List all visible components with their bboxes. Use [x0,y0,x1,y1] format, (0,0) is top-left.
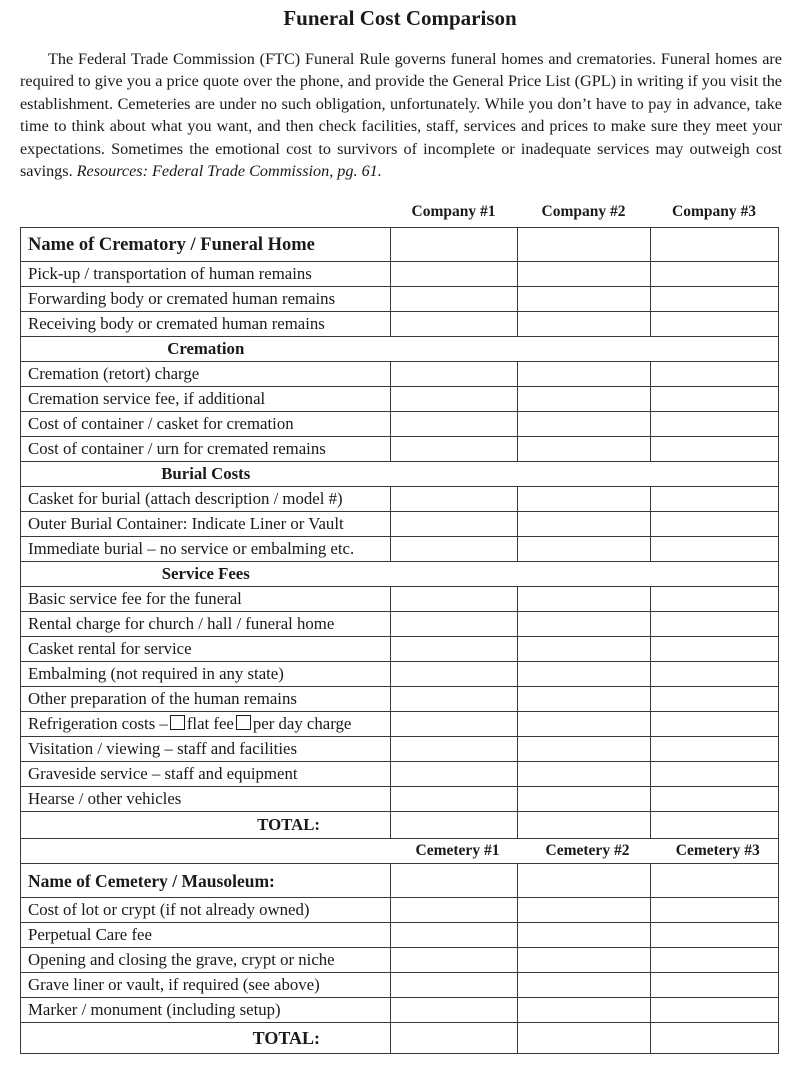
intro-paragraph [20,48,782,182]
cemetery-1-column-header: Cemetery #1 [391,839,518,864]
per-day-label: per day charge [252,714,352,733]
table-row [21,637,779,662]
company-1-cell[interactable] [391,637,518,662]
row-label: Cost of lot or crypt (if not already owned) [21,898,391,923]
cemetery-2-cell[interactable] [518,898,651,923]
row-label: Cremation service fee, if additional [21,387,391,412]
section-spacer [518,462,651,487]
cemetery-2-cell[interactable] [518,973,651,998]
company-2-cell[interactable] [518,687,651,712]
section-spacer [391,337,518,362]
table-row [21,512,779,537]
company-3-name-cell[interactable] [651,228,779,262]
company-2-cell[interactable] [518,262,651,287]
company-1-cell[interactable] [391,512,518,537]
section-spacer [651,462,779,487]
cremation-section-heading: Cremation [21,337,391,362]
company-3-cell[interactable] [651,687,779,712]
refrigeration-row [21,712,779,737]
section-spacer [391,562,518,587]
cost-comparison-table [20,227,779,1054]
page-title: Funeral Cost Comparison [283,6,517,30]
service-section-row [21,562,779,587]
company-1-cell[interactable] [391,437,518,462]
company-2-cell[interactable] [518,362,651,387]
cemetery-1-cell[interactable] [391,998,518,1023]
burial-section-row [21,462,779,487]
cemetery-1-cell[interactable] [391,948,518,973]
cemetery-2-cell[interactable] [518,923,651,948]
company-1-cell[interactable] [391,362,518,387]
table-row [21,998,779,1023]
company-2-cell[interactable] [518,412,651,437]
cemetery-3-column-header: Cemetery #3 [651,839,779,864]
cemetery-header-spacer [21,839,391,864]
table-row [21,787,779,812]
company-2-column-header: Company #2 [541,203,626,220]
table-row [21,762,779,787]
row-label: Casket for burial (attach description / model #) [21,487,391,512]
company-2-cell[interactable] [518,712,651,737]
company-2-cell[interactable] [518,537,651,562]
table-row [21,687,779,712]
company-3-cell[interactable] [651,437,779,462]
company-1-cell[interactable] [391,262,518,287]
cemetery-1-cell[interactable] [391,898,518,923]
company-2-cell[interactable] [518,587,651,612]
cemetery-columns-row [21,839,779,864]
table-row [21,537,779,562]
table-row [21,662,779,687]
row-label: Rental charge for church / hall / funeral home [21,612,391,637]
row-label: Immediate burial – no service or embalming etc. [21,537,391,562]
company-1-cell[interactable] [391,687,518,712]
company-3-cell[interactable] [651,537,779,562]
table-row [21,262,779,287]
company-3-cell[interactable] [651,737,779,762]
flat-fee-label: flat fee [186,714,234,733]
row-label: Grave liner or vault, if required (see above) [21,973,391,998]
company-2-cell[interactable] [518,737,651,762]
cemetery-3-total-cell[interactable] [651,1023,779,1054]
company-3-cell[interactable] [651,712,779,737]
company-1-cell[interactable] [391,387,518,412]
row-label: Pick-up / transportation of human remains [21,262,391,287]
row-label: Basic service fee for the funeral [21,587,391,612]
section-spacer [651,337,779,362]
intro-text: The Federal Trade Commission (FTC) Funeral Rule governs funeral homes and crematories. Funeral homes are required to give you a price quote over the phone, and provide the General Price List (GPL) in writing if you visit the establishment. Cemeteries are under no such obligation, unfortunately. While you don’t have to pay in advance, take time to think about what you want, and then check facilities, staff, services and prices to make sure they meet your expectations. Sometimes the emotional cost to survivors of incomplete or inadequate services may outweigh cost savings. [20,50,782,181]
company-3-cell[interactable] [651,387,779,412]
company-3-cell[interactable] [651,362,779,387]
funeral-total-label: TOTAL: [21,812,391,839]
company-3-cell[interactable] [651,412,779,437]
intro-citation: Resources: Federal Trade Commission, pg. 61. [76,162,382,181]
company-1-cell[interactable] [391,287,518,312]
row-label: Other preparation of the human remains [21,687,391,712]
company-2-cell[interactable] [518,512,651,537]
row-label: Cost of container / urn for cremated remains [21,437,391,462]
company-1-cell[interactable] [391,787,518,812]
company-1-total-cell[interactable] [391,812,518,839]
cemetery-total-row [21,1023,779,1054]
row-label: Cost of container / casket for cremation [21,412,391,437]
refrigeration-label [21,712,391,737]
cemetery-name-label: Name of Cemetery / Mausoleum: [21,864,391,898]
company-2-cell[interactable] [518,312,651,337]
section-spacer [651,562,779,587]
section-spacer [518,337,651,362]
table-row [21,312,779,337]
company-1-cell[interactable] [391,412,518,437]
company-1-cell[interactable] [391,587,518,612]
company-2-cell[interactable] [518,787,651,812]
cemetery-2-cell[interactable] [518,998,651,1023]
cemetery-total-label: TOTAL: [21,1023,391,1054]
table-row [21,737,779,762]
company-1-cell[interactable] [391,487,518,512]
cemetery-2-name-cell[interactable] [518,864,651,898]
cemetery-name-row [21,864,779,898]
burial-section-heading: Burial Costs [21,462,391,487]
company-1-name-cell[interactable] [391,228,518,262]
company-2-cell[interactable] [518,287,651,312]
company-1-cell[interactable] [391,537,518,562]
company-2-cell[interactable] [518,637,651,662]
company-1-cell[interactable] [391,312,518,337]
company-2-cell[interactable] [518,612,651,637]
company-3-cell[interactable] [651,262,779,287]
row-label: Visitation / viewing – staff and facilities [21,737,391,762]
row-label: Marker / monument (including setup) [21,998,391,1023]
company-1-cell[interactable] [391,612,518,637]
table-row [21,587,779,612]
company-3-cell[interactable] [651,287,779,312]
cemetery-3-name-cell[interactable] [651,864,779,898]
cemetery-1-cell[interactable] [391,923,518,948]
row-label: Graveside service – staff and equipment [21,762,391,787]
company-1-cell[interactable] [391,762,518,787]
cemetery-3-cell[interactable] [651,948,779,973]
company-2-cell[interactable] [518,762,651,787]
cemetery-1-total-cell[interactable] [391,1023,518,1054]
company-2-total-cell[interactable] [518,812,651,839]
per-day-checkbox[interactable] [236,715,251,730]
flat-fee-checkbox[interactable] [170,715,185,730]
company-3-cell[interactable] [651,312,779,337]
company-1-cell[interactable] [391,737,518,762]
company-2-cell[interactable] [518,662,651,687]
company-3-cell[interactable] [651,662,779,687]
company-1-cell[interactable] [391,662,518,687]
row-label: Perpetual Care fee [21,923,391,948]
company-2-cell[interactable] [518,437,651,462]
cemetery-3-cell[interactable] [651,973,779,998]
service-section-heading: Service Fees [21,562,391,587]
cemetery-2-column-header: Cemetery #2 [518,839,651,864]
company-2-cell[interactable] [518,387,651,412]
company-3-cell[interactable] [651,762,779,787]
table-row [21,612,779,637]
refrigeration-prefix: Refrigeration costs – [28,714,168,733]
table-row [21,898,779,923]
row-label: Embalming (not required in any state) [21,662,391,687]
company-3-cell[interactable] [651,487,779,512]
section-spacer [391,462,518,487]
company-3-cell[interactable] [651,787,779,812]
company-3-cell[interactable] [651,587,779,612]
table-row [21,487,779,512]
cemetery-3-cell[interactable] [651,923,779,948]
table-row [21,287,779,312]
cemetery-1-cell[interactable] [391,973,518,998]
company-3-cell[interactable] [651,512,779,537]
cemetery-3-cell[interactable] [651,998,779,1023]
table-row [21,923,779,948]
cemetery-1-name-cell[interactable] [391,864,518,898]
company-3-total-cell[interactable] [651,812,779,839]
company-3-cell[interactable] [651,612,779,637]
funeral-home-name-row [21,228,779,262]
table-row [21,362,779,387]
funeral-home-name-label: Name of Crematory / Funeral Home [21,228,391,262]
cemetery-2-total-cell[interactable] [518,1023,651,1054]
section-spacer [518,562,651,587]
company-1-cell[interactable] [391,712,518,737]
table-row [21,437,779,462]
funeral-total-row [21,812,779,839]
row-label: Hearse / other vehicles [21,787,391,812]
row-label: Opening and closing the grave, crypt or niche [21,948,391,973]
row-label: Cremation (retort) charge [21,362,391,387]
company-1-column-header: Company #1 [411,203,496,220]
table-row [21,973,779,998]
company-2-name-cell[interactable] [518,228,651,262]
cremation-section-row [21,337,779,362]
row-label: Casket rental for service [21,637,391,662]
row-label: Forwarding body or cremated human remains [21,287,391,312]
company-3-cell[interactable] [651,637,779,662]
company-3-column-header: Company #3 [672,203,756,220]
row-label: Outer Burial Container: Indicate Liner or Vault [21,512,391,537]
cemetery-3-cell[interactable] [651,898,779,923]
table-row [21,412,779,437]
row-label: Receiving body or cremated human remains [21,312,391,337]
company-2-cell[interactable] [518,487,651,512]
table-row [21,387,779,412]
cemetery-2-cell[interactable] [518,948,651,973]
table-row [21,948,779,973]
